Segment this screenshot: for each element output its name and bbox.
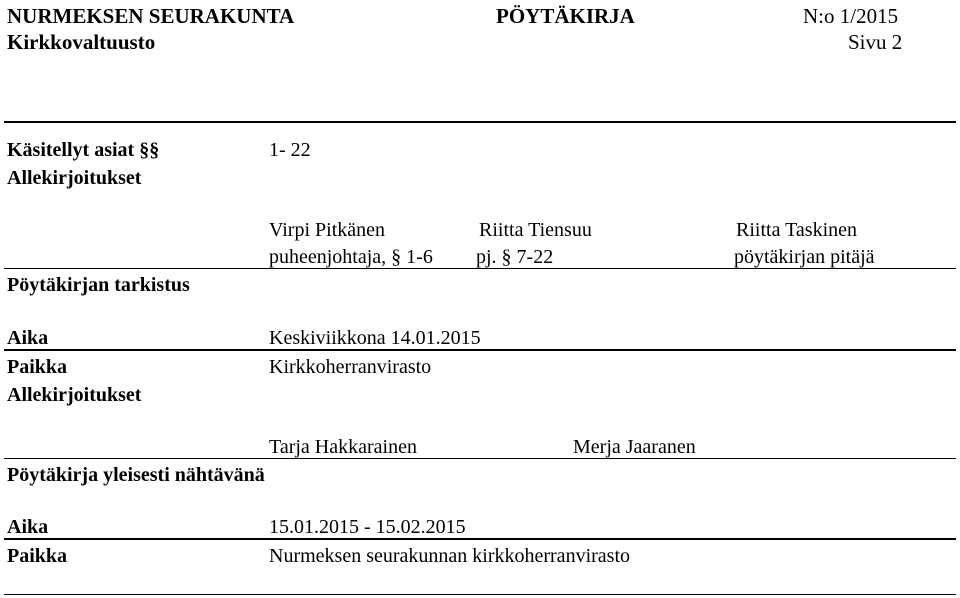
signer-name: Riitta Tiensuu: [479, 219, 592, 241]
divider: [4, 538, 956, 540]
divider-bottom: [4, 594, 956, 595]
review-title: Pöytäkirjan tarkistus: [7, 274, 190, 296]
signer-role: puheenjohtaja, § 1-6: [269, 246, 433, 268]
divider: [4, 349, 956, 351]
document-number: N:o 1/2015: [803, 4, 899, 28]
public-place-label: Paikka: [7, 545, 68, 567]
public-time-value: 15.01.2015 - 15.02.2015: [269, 516, 466, 538]
signatures-label: Allekirjoitukset: [7, 167, 142, 189]
review-time-value: Keskiviikkona 14.01.2015: [269, 327, 481, 349]
signer-role: pj. § 7-22: [476, 246, 554, 268]
page-number: Sivu 2: [848, 30, 903, 54]
review-place-value: Kirkkoherranvirasto: [269, 356, 432, 378]
public-title: Pöytäkirja yleisesti nähtävänä: [7, 464, 265, 486]
review-time-label: Aika: [7, 327, 49, 349]
review-signatures-label: Allekirjoitukset: [7, 384, 142, 406]
review-place-label: Paikka: [7, 356, 68, 378]
divider-top: [4, 121, 956, 123]
public-time-label: Aika: [7, 516, 49, 538]
governing-body: Kirkkovaltuusto: [7, 30, 156, 54]
checker-signature-line: [4, 458, 956, 459]
org-name: NURMEKSEN SEURAKUNTA: [7, 4, 295, 28]
checker-name: Merja Jaaranen: [573, 436, 696, 458]
signer-name: Riitta Taskinen: [736, 219, 857, 241]
signer-role: pöytäkirjan pitäjä: [734, 246, 875, 268]
handled-items-value: 1- 22: [269, 139, 311, 161]
checker-name: Tarja Hakkarainen: [269, 436, 417, 458]
handled-items-label: Käsitellyt asiat §§: [7, 139, 160, 161]
signer-name: Virpi Pitkänen: [269, 219, 386, 241]
public-place-value: Nurmeksen seurakunnan kirkkoherranvirasto: [269, 545, 630, 567]
document-type: PÖYTÄKIRJA: [496, 4, 635, 28]
signature-line: [4, 268, 956, 269]
